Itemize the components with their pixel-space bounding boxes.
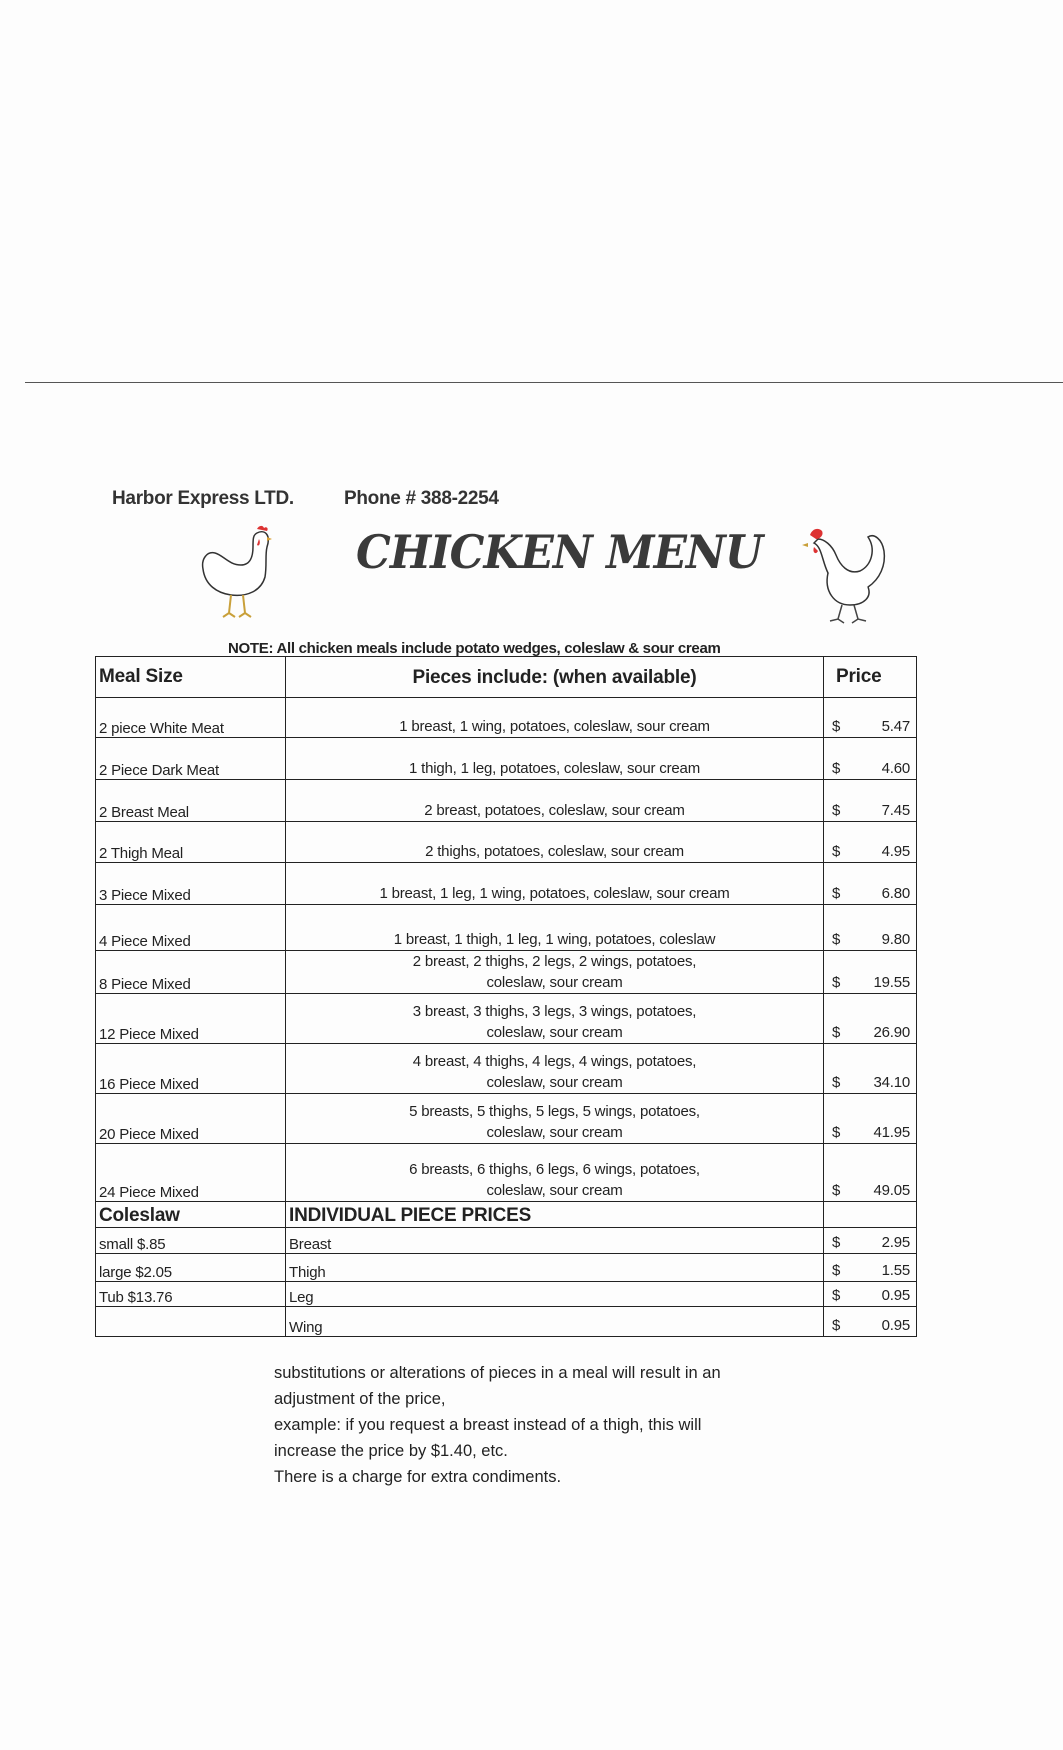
meal-size: 24 Piece Mixed [96,1144,286,1202]
price-value: 0.95 [881,1287,910,1304]
piece-row [96,1254,917,1282]
pieces-line: 1 breast, 1 thigh, 1 leg, 1 wing, potatoes, coleslaw [393,931,716,948]
currency-symbol: $ [832,1124,841,1141]
price-value: 34.10 [873,1074,910,1091]
piece-row [96,1228,917,1254]
meal-pieces [286,698,824,738]
meal-size: 12 Piece Mixed [96,994,286,1044]
coleslaw-size: small $.85 [96,1228,286,1254]
pieces-line: 5 breasts, 5 thighs, 5 legs, 5 wings, potatoes, [409,1103,700,1120]
price-value: 1.55 [881,1262,910,1279]
footer-line: substitutions or alterations of pieces in a meal will result in an [274,1364,721,1382]
subheader-row [96,1202,917,1228]
currency-symbol: $ [832,1262,841,1279]
price-value: 2.95 [881,1234,910,1251]
price-cell [824,1094,917,1144]
price-cell [824,738,917,780]
price-cell [824,905,917,951]
header-meal-size: Meal Size [96,657,286,698]
page-divider [25,382,1063,383]
price-cell [824,1307,917,1337]
company-name: Harbor Express LTD. [112,488,294,509]
currency-symbol: $ [832,1317,841,1334]
meal-pieces [286,1144,824,1202]
meal-row [96,994,917,1044]
price-cell [824,863,917,905]
empty-cell [824,1202,917,1228]
price-value: 4.60 [881,760,910,777]
meal-size: 4 Piece Mixed [96,905,286,951]
meal-size: 8 Piece Mixed [96,951,286,994]
currency-symbol: $ [832,885,841,902]
currency-symbol: $ [832,718,841,735]
pieces-line: 3 breast, 3 thighs, 3 legs, 3 wings, potatoes, [412,1003,697,1020]
pieces-line: coleslaw, sour cream [486,1182,623,1199]
price-cell [824,1144,917,1202]
price-cell [824,1254,917,1282]
price-value: 19.55 [873,974,910,991]
currency-symbol: $ [832,1234,841,1251]
coleslaw-size [96,1307,286,1337]
pieces-line: 6 breasts, 6 thighs, 6 legs, 6 wings, potatoes, [409,1161,700,1178]
price-cell [824,1282,917,1307]
meal-pieces [286,780,824,822]
footer-notes [274,1360,721,1490]
pieces-line: 1 breast, 1 leg, 1 wing, potatoes, coleslaw, sour cream [379,885,730,902]
meal-pieces [286,905,824,951]
header-price: Price [824,657,917,698]
phone-number: Phone # 388-2254 [344,488,499,509]
price-value: 41.95 [873,1124,910,1141]
rooster-illustration [788,525,898,625]
price-cell [824,780,917,822]
coleslaw-size: Tub $13.76 [96,1282,286,1307]
meal-size: 16 Piece Mixed [96,1044,286,1094]
meal-size: 2 Breast Meal [96,780,286,822]
meal-pieces [286,994,824,1044]
meal-row [96,738,917,780]
footer-line: example: if you request a breast instead of a thigh, this will [274,1416,702,1434]
piece-name: Wing [286,1307,824,1337]
meal-row [96,1044,917,1094]
pieces-line: 1 breast, 1 wing, potatoes, coleslaw, sour cream [399,718,710,735]
price-cell [824,822,917,863]
footer-line: adjustment of the price, [274,1390,446,1408]
currency-symbol: $ [832,1024,841,1041]
pieces-line: coleslaw, sour cream [486,1024,623,1041]
coleslaw-size: large $2.05 [96,1254,286,1282]
meal-row [96,1094,917,1144]
piece-row [96,1282,917,1307]
price-cell [824,1228,917,1254]
price-cell [824,994,917,1044]
meal-row [96,780,917,822]
price-cell [824,951,917,994]
price-value: 6.80 [881,885,910,902]
menu-title: CHICKEN MENU [356,525,763,579]
meal-row [96,951,917,994]
pieces-line: 4 breast, 4 thighs, 4 legs, 4 wings, potatoes, [412,1053,697,1070]
price-value: 4.95 [881,843,910,860]
header-pieces: Pieces include: (when available) [286,657,824,698]
meal-row [96,1144,917,1202]
pieces-line: 2 breast, potatoes, coleslaw, sour cream [424,802,685,819]
pieces-line: 2 thighs, potatoes, coleslaw, sour cream [425,843,684,860]
meal-row [96,863,917,905]
piece-name: Leg [286,1282,824,1307]
price-cell [824,698,917,738]
price-value: 0.95 [881,1317,910,1334]
meal-pieces [286,1044,824,1094]
price-value: 5.47 [881,718,910,735]
piece-name: Thigh [286,1254,824,1282]
meal-row [96,905,917,951]
meal-size: 20 Piece Mixed [96,1094,286,1144]
footer-line: There is a charge for extra condiments. [274,1468,562,1486]
currency-symbol: $ [832,931,841,948]
currency-symbol: $ [832,1074,841,1091]
currency-symbol: $ [832,802,841,819]
meal-pieces [286,1094,824,1144]
meal-size: 2 piece White Meat [96,698,286,738]
meal-size: 2 Piece Dark Meat [96,738,286,780]
currency-symbol: $ [832,1287,841,1304]
piece-name: Breast [286,1228,824,1254]
meal-pieces [286,951,824,994]
pieces-line: 1 thigh, 1 leg, potatoes, coleslaw, sour cream [409,760,700,777]
footer-line: increase the price by $1.40, etc. [274,1442,508,1460]
meal-size: 2 Thigh Meal [96,822,286,863]
table-header-row [96,657,917,698]
meal-row [96,822,917,863]
pieces-line: coleslaw, sour cream [486,1124,623,1141]
price-value: 7.45 [881,802,910,819]
pieces-line: coleslaw, sour cream [486,1074,623,1091]
meal-pieces [286,738,824,780]
price-value: 49.05 [873,1182,910,1199]
meal-row [96,698,917,738]
currency-symbol: $ [832,760,841,777]
menu-table [95,656,917,1337]
currency-symbol: $ [832,974,841,991]
price-cell [824,1044,917,1094]
price-value: 9.80 [881,931,910,948]
currency-symbol: $ [832,843,841,860]
meal-pieces [286,863,824,905]
coleslaw-header: Coleslaw [96,1202,286,1228]
individual-header: INDIVIDUAL PIECE PRICES [286,1202,824,1228]
price-value: 26.90 [873,1024,910,1041]
piece-row [96,1307,917,1337]
meal-size: 3 Piece Mixed [96,863,286,905]
pieces-line: coleslaw, sour cream [486,974,623,991]
meal-note: NOTE: All chicken meals include potato wedges, coleslaw & sour cream [228,640,721,657]
meal-pieces [286,822,824,863]
currency-symbol: $ [832,1182,841,1199]
hen-illustration [195,525,295,620]
pieces-line: 2 breast, 2 thighs, 2 legs, 2 wings, potatoes, [412,953,697,970]
